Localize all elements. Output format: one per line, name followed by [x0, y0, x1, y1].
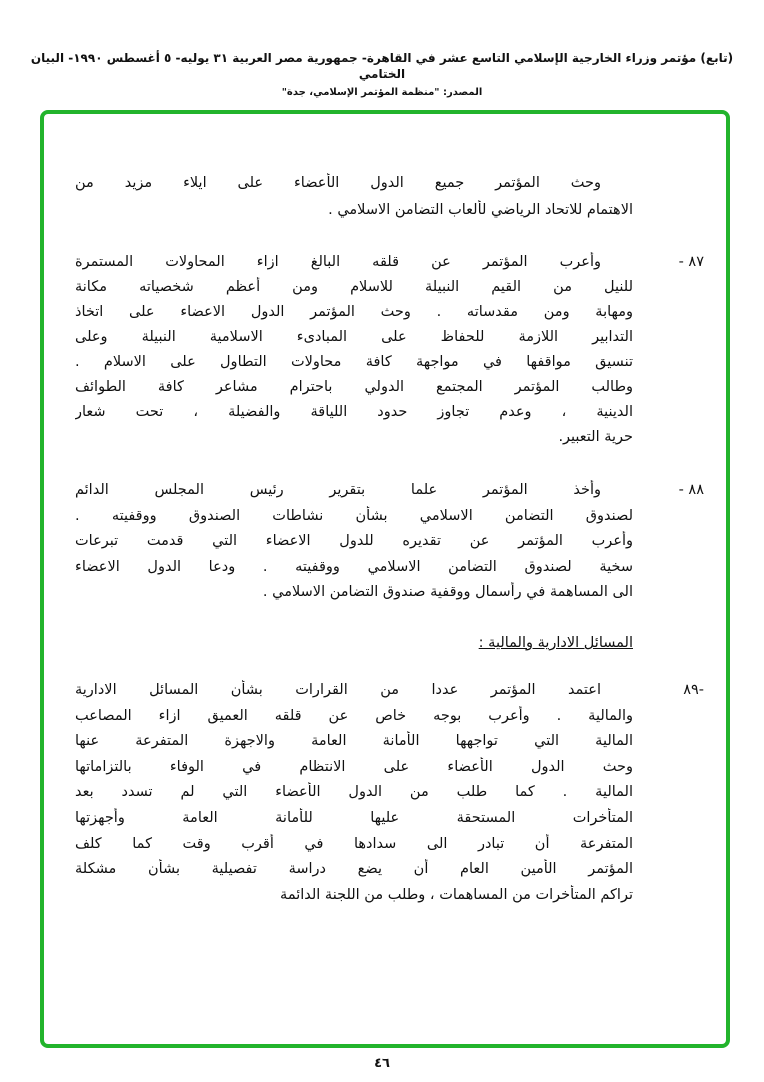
text-line: المتفرعة أن تبادر الى سدادها في أقرب وقت كما كلف — [75, 835, 633, 852]
text-line: تنسيق مواقفها في مواجهة كافة محاولات التطاول على الاسلام . — [75, 354, 633, 370]
text-line: وحث الدول الأعضاء على الانتظام في الوفاء بالتزاماتها — [75, 758, 633, 775]
paragraph-number: -٨٩ — [683, 682, 704, 698]
text-line: الدينية ، وعدم تجاوز حدود اللياقة والفضيلة ، تحت شعار — [75, 404, 633, 420]
text-line: وأعرب المؤتمر عن تقديره للدول الاعضاء التي قدمت تبرعات — [75, 533, 633, 549]
text-line: للنيل من القيم النبيلة للاسلام ومن أعظم شخصياته مكانة — [75, 279, 633, 295]
document-header — [10, 50, 754, 100]
section-heading: المسائل الادارية والمالية : — [478, 635, 633, 651]
text-line: تراكم المتأخرات من المساهمات ، وطلب من اللجنة الدائمة — [280, 886, 633, 903]
text-line: وأخذ المؤتمر علما بتقرير رئيس المجلس الدائم — [75, 482, 601, 498]
text-line: التدابير اللازمة للحفاظ على المبادىء الاسلامية النبيلة وعلى — [75, 329, 633, 345]
text-line: وأعرب المؤتمر عن قلقه البالغ ازاء المحاولات المستمرة — [75, 254, 601, 270]
text-line: سخية لصندوق التضامن الاسلامي ووقفيته . ودعا الدول الاعضاء — [75, 558, 633, 575]
text-line: والمالية . وأعرب بوجه خاص عن قلقه العميق ازاء المصاعب — [75, 707, 633, 724]
text-line: المؤتمر الأمين العام أن يضع دراسة تفصيلية بشأن مشكلة — [75, 861, 633, 878]
page-number: ٤٦ — [374, 1056, 390, 1071]
document-source: المصدر: "منظمة المؤتمر الإسلامي، جدة" — [281, 87, 483, 98]
text-line: المالية . كما طلب من الدول الأعضاء التي لم تسدد بعد — [75, 784, 633, 801]
text-line: وحث المؤتمر جميع الدول الأعضاء على ايلاء مزيد من — [75, 175, 601, 191]
text-line: المالية التي تواجهها الأمانة العامة والاجهزة المتفرعة عنها — [75, 733, 633, 750]
page-frame — [40, 110, 730, 1048]
text-line: لصندوق التضامن الاسلامي بشأن نشاطات الصندوق ووقفيته . — [75, 507, 633, 524]
text-line: المتأخرات المستحقة عليها للأمانة العامة وأجهزتها — [75, 810, 633, 826]
text-line: الاهتمام للاتحاد الرياضي لألعاب التضامن الاسلامي . — [328, 202, 633, 218]
text-line: الى المساهمة في رأسمال ووقفية صندوق التضامن الاسلامي . — [262, 584, 633, 600]
text-line: ومهابة ومن مقدساته . وحث المؤتمر الدول الاعضاء على اتخاذ — [75, 304, 633, 320]
paragraph-number: ٨٧ - — [678, 254, 704, 270]
text-line: اعتمد المؤتمر عددا من القرارات بشأن المسائل الادارية — [75, 682, 601, 698]
text-line: حرية التعبير. — [558, 429, 633, 445]
document-title: (تابع) مؤتمر وزراء الخارجية الإسلامي التاسع عشر في القاهرة- جمهورية مصر العربية ٣١ يوليه- ٥ أغسطس ١٩٩٠- البيان الختامي — [30, 51, 734, 81]
paragraph-number: ٨٨ - — [678, 482, 704, 498]
text-line: وطالب المؤتمر المجتمع الدولي باحترام مشاعر كافة الطوائف — [75, 379, 633, 395]
